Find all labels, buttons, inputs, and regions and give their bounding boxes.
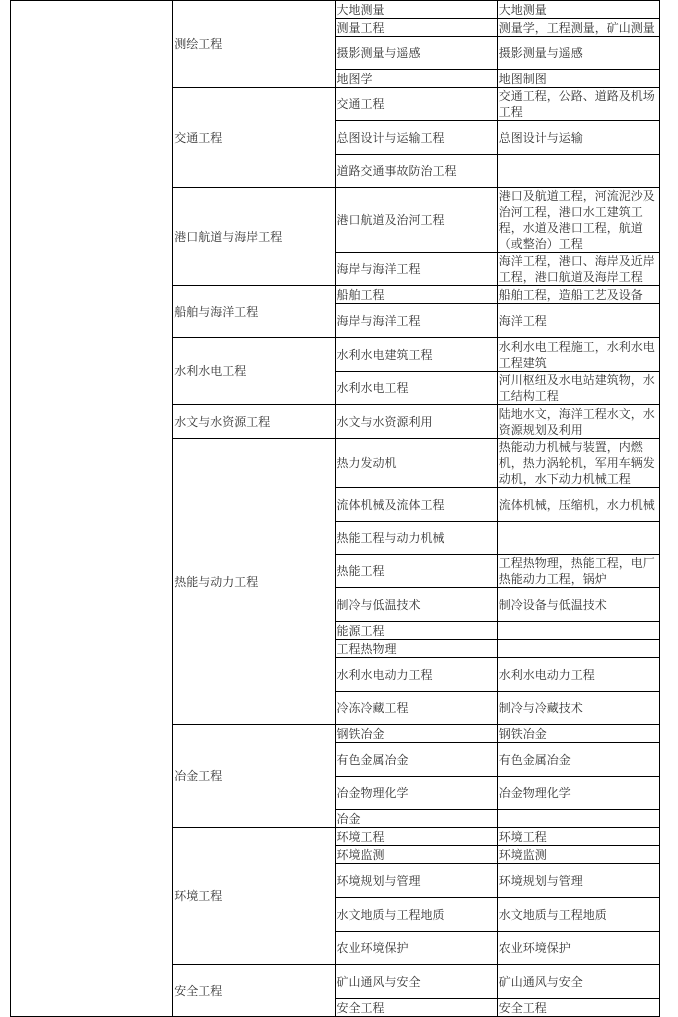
former-major-names-cell: 水利水电动力工程 (497, 658, 659, 692)
former-major-names-cell: 热能动力机械与装置，内燃机，热力涡轮机，军用车辆发动机，水下动力机械工程 (497, 439, 659, 488)
discipline-column-cell (11, 1, 173, 1017)
major-name-cell: 热能工程 (335, 555, 497, 588)
majors-table-body (11, 0, 660, 1017)
former-major-names-cell: 地图制图 (497, 70, 659, 88)
major-name-cell: 大地测量 (335, 1, 497, 19)
major-name-cell: 流体机械及流体工程 (335, 488, 497, 522)
former-major-names-cell: 环境规划与管理 (497, 864, 659, 898)
major-name-cell: 交通工程 (335, 88, 497, 121)
major-name-cell: 海岸与海洋工程 (335, 304, 497, 338)
former-major-names-cell (497, 522, 659, 555)
major-name-cell: 地图学 (335, 70, 497, 88)
former-major-names-cell (497, 622, 659, 640)
former-major-names-cell: 冶金物理化学 (497, 777, 659, 810)
former-major-names-cell: 船舶工程，造船工艺及设备 (497, 286, 659, 304)
former-major-names-cell: 河川枢纽及水电站建筑物，水工结构工程 (497, 372, 659, 405)
former-major-names-cell: 港口及航道工程，河流泥沙及治河工程，港口水工建筑工程，水道及港口工程，航道（或整治）工程 (497, 188, 659, 253)
former-major-names-cell (497, 810, 659, 828)
major-name-cell: 冷冻冷藏工程 (335, 692, 497, 725)
major-name-cell: 环境规划与管理 (335, 864, 497, 898)
former-major-names-cell: 安全工程 (497, 999, 659, 1017)
former-major-names-cell: 大地测量 (497, 1, 659, 19)
former-major-names-cell: 钢铁冶金 (497, 725, 659, 743)
former-major-names-cell: 交通工程，公路、道路及机场工程 (497, 88, 659, 121)
category-cell: 港口航道与海岸工程 (173, 188, 335, 286)
major-name-cell: 水文与水资源利用 (335, 405, 497, 439)
former-major-names-cell: 水文地质与工程地质 (497, 898, 659, 932)
major-name-cell: 有色金属冶金 (335, 743, 497, 777)
former-major-names-cell: 水利水电工程施工，水利水电工程建筑 (497, 338, 659, 372)
major-name-cell: 冶金物理化学 (335, 777, 497, 810)
major-name-cell: 工程热物理 (335, 640, 497, 658)
major-name-cell: 热力发动机 (335, 439, 497, 488)
former-major-names-cell: 农业环境保护 (497, 932, 659, 965)
major-name-cell: 摄影测量与遥感 (335, 37, 497, 70)
former-major-names-cell: 流体机械，压缩机，水力机械 (497, 488, 659, 522)
major-name-cell: 港口航道及治河工程 (335, 188, 497, 253)
former-major-names-cell: 环境监测 (497, 846, 659, 864)
category-cell: 环境工程 (173, 828, 335, 965)
category-cell: 测绘工程 (173, 1, 335, 88)
category-cell: 水利水电工程 (173, 338, 335, 405)
category-cell: 交通工程 (173, 88, 335, 188)
majors-table (10, 0, 660, 1017)
table-row (11, 1, 660, 19)
former-major-names-cell (497, 640, 659, 658)
major-name-cell: 水文地质与工程地质 (335, 898, 497, 932)
major-name-cell: 制冷与低温技术 (335, 588, 497, 622)
category-cell: 安全工程 (173, 965, 335, 1017)
major-name-cell: 船舶工程 (335, 286, 497, 304)
major-name-cell: 冶金 (335, 810, 497, 828)
former-major-names-cell: 海洋工程 (497, 304, 659, 338)
major-name-cell: 环境监测 (335, 846, 497, 864)
category-cell: 船舶与海洋工程 (173, 286, 335, 338)
major-name-cell: 热能工程与动力机械 (335, 522, 497, 555)
major-name-cell: 水利水电工程 (335, 372, 497, 405)
former-major-names-cell: 工程热物理，热能工程，电厂热能动力工程，锅炉 (497, 555, 659, 588)
former-major-names-cell: 制冷设备与低温技术 (497, 588, 659, 622)
former-major-names-cell: 摄影测量与遥感 (497, 37, 659, 70)
former-major-names-cell: 总图设计与运输 (497, 121, 659, 155)
major-name-cell: 测量工程 (335, 19, 497, 37)
major-name-cell: 水利水电建筑工程 (335, 338, 497, 372)
former-major-names-cell: 矿山通风与安全 (497, 965, 659, 999)
former-major-names-cell: 陆地水文，海洋工程水文，水资源规划及利用 (497, 405, 659, 439)
category-cell: 冶金工程 (173, 725, 335, 828)
major-name-cell: 能源工程 (335, 622, 497, 640)
major-name-cell: 农业环境保护 (335, 932, 497, 965)
major-name-cell: 钢铁冶金 (335, 725, 497, 743)
major-name-cell: 矿山通风与安全 (335, 965, 497, 999)
former-major-names-cell: 测量学，工程测量，矿山测量 (497, 19, 659, 37)
former-major-names-cell: 环境工程 (497, 828, 659, 846)
major-name-cell: 总图设计与运输工程 (335, 121, 497, 155)
former-major-names-cell: 制冷与冷藏技术 (497, 692, 659, 725)
major-name-cell: 道路交通事故防治工程 (335, 155, 497, 188)
category-cell: 热能与动力工程 (173, 439, 335, 725)
category-cell: 水文与水资源工程 (173, 405, 335, 439)
major-name-cell: 水利水电动力工程 (335, 658, 497, 692)
former-major-names-cell: 海洋工程，港口、海岸及近岸工程，港口航道及海岸工程 (497, 253, 659, 286)
major-name-cell: 环境工程 (335, 828, 497, 846)
major-name-cell: 海岸与海洋工程 (335, 253, 497, 286)
major-name-cell: 安全工程 (335, 999, 497, 1017)
former-major-names-cell (497, 155, 659, 188)
former-major-names-cell: 有色金属冶金 (497, 743, 659, 777)
